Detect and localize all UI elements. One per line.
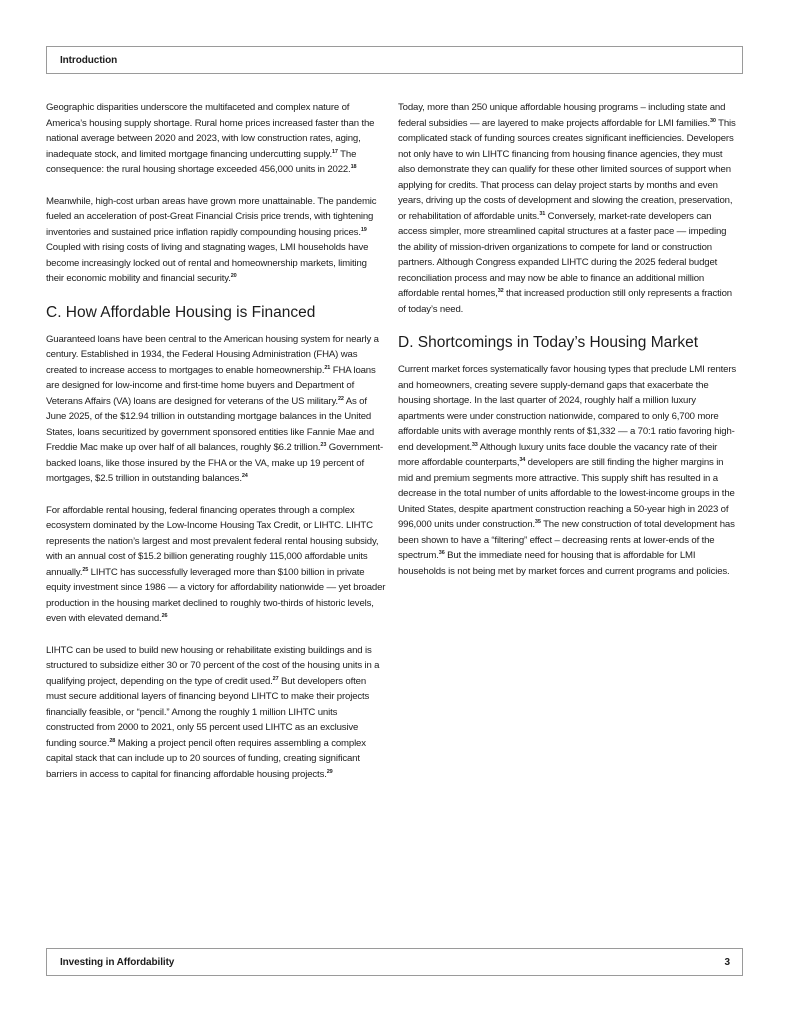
- text: As of June 2025, of the $12.94 trillion in outstanding mortgage balances in the United States, loans securitized by government sponsored entities like Fannie Mae and Freddie Mac make up over half of all balances, roughly $6.2 trillion.: [46, 395, 375, 453]
- paragraph-urban-areas: [46, 194, 386, 287]
- page-number: 3: [724, 957, 730, 968]
- footnote-ref[interactable]: 23: [320, 442, 327, 448]
- footnote-ref[interactable]: 34: [519, 457, 526, 463]
- text: FHA loans are designed for low-income and first-time home buyers and Department of Veterans Affairs (VA) loans are designed for veterans of the US military.: [46, 364, 376, 407]
- paragraph-lihtc-overview: [46, 503, 386, 627]
- text: Current market forces systematically favor housing types that preclude LMI renters and homeowners, creating severe supply-demand gaps that exacerbate the housing shortage. In the last quarter of 2024, roughly half a million luxury apartments were under construction nationwide, compared to only 6,700 more affordable units with average monthly rents of $1,332 — a 70:1 ratio favoring high-end development.: [398, 364, 737, 453]
- footnote-ref[interactable]: 36: [438, 550, 445, 556]
- footnote-ref[interactable]: 19: [360, 226, 367, 233]
- footnote-ref[interactable]: 30: [709, 117, 716, 124]
- paragraph-guaranteed-loans: [46, 332, 386, 487]
- text: But developers often must secure additional layers of financing beyond LIHTC to make their projects financially feasible, or “pencil.” Among the roughly 1 million LIHTC units constructed from 2000 to 2021, only 55 percent used LIHTC as an exclusive funding source.: [46, 675, 370, 749]
- footnote-ref[interactable]: 18: [350, 164, 357, 170]
- page-footer: [46, 948, 743, 976]
- footnote-ref[interactable]: 22: [337, 395, 344, 402]
- text: Conversely, market-rate developers can access simpler, more streamlined capital structures at a faster pace — impeding the ability of mission-driven organizations to compete for land or construction partners. Although Congress expanded LIHTC during the 2025 federal budget reconciliation process and may now be able to finance an additional million affordable rental homes,: [398, 210, 727, 299]
- footnote-ref[interactable]: 25: [82, 566, 89, 573]
- footnote-ref[interactable]: 28: [109, 737, 116, 744]
- footnote-ref[interactable]: 24: [241, 473, 248, 479]
- text: Making a project pencil often requires assembling a complex capital stack that can include up to 20 sources of funding, creating significant barriers in access to capital for financing affordable housing projects.: [46, 737, 366, 780]
- footnote-ref[interactable]: 32: [497, 288, 504, 294]
- paragraph-funding-stack: [398, 100, 738, 317]
- footnote-ref[interactable]: 21: [324, 364, 331, 371]
- text: This complicated stack of funding sources creates significant inefficiencies. Developers not only have to win LIHTC financing from housing finance agencies, they must also demonstrate they can qualify for these other limited sources of support when applying for credits. That process can delay project starts by months and even years, driving up the costs of development and slowing the creation, preservation, or rehabilitation of affordable units.: [398, 117, 736, 222]
- footnote-ref[interactable]: 31: [539, 210, 546, 217]
- footnote-ref[interactable]: 26: [161, 613, 168, 619]
- paragraph-lihtc-structure: [46, 643, 386, 783]
- footnote-ref[interactable]: 33: [471, 441, 478, 448]
- text: Coupled with rising costs of living and stagnating wages, LMI households have become increasingly locked out of rental and homeownership markets, limiting their economic mobility and financial security.: [46, 242, 369, 284]
- footnote-ref[interactable]: 29: [326, 768, 333, 775]
- left-column: [46, 100, 386, 798]
- text: Geographic disparities underscore the multifaceted and complex nature of America’s housing supply shortage. Rural home prices increased faster than the national average between 2020 and 2023, with low construction rates, aging, inadequate stock, and limited mortgage financing undercutting supply.: [46, 102, 375, 160]
- footnote-ref[interactable]: 27: [272, 675, 279, 682]
- text: The consequence: the rural housing shortage exceeded 456,000 units in 2022.: [46, 148, 357, 175]
- footnote-ref[interactable]: 17: [332, 148, 338, 155]
- paragraph-rural-shortage: [46, 100, 386, 178]
- text: Meanwhile, high-cost urban areas have grown more unattainable. The pandemic fueled an acceleration of post-Great Financial Crisis price trends, with tightening inventories and sustained price inflation rapidly compounding housing prices.: [46, 195, 377, 238]
- text: Although luxury units face double the vacancy rate of their more affordable counterparts,: [398, 441, 718, 468]
- text: For affordable rental housing, federal financing operates through a complex ecosystem dominated by the Low-Income Housing Tax Credit, or LIHTC. LIHTC represents the nation’s largest and most prevalent federal rental housing subsidy, with an annual cost of $15.2 billion generating roughly 115,000 affordable units annually.: [46, 504, 379, 578]
- text: that increased production still only represents a fraction of today’s need.: [398, 288, 732, 315]
- text: Guaranteed loans have been central to the American housing system for nearly a century. Established in 1934, the Federal Housing Administration (FHA) was created to increase access to mortgages to enable homeownership.: [46, 333, 379, 376]
- document-title: Investing in Affordability: [60, 957, 175, 968]
- text: Government-backed loans, like those insured by the FHA or the VA, make up 19 percent of mortgages, $2.5 trillion in outstanding balances.: [46, 442, 384, 484]
- section-title: Introduction: [60, 55, 118, 66]
- text: LIHTC can be used to build new housing or rehabilitate existing buildings and is structured to subsidize either 30 or 70 percent of the cost of the housing units in a qualifying project, depending on the type of credit used.: [46, 644, 380, 687]
- footnote-ref[interactable]: 35: [534, 519, 541, 525]
- section-heading-c: C. How Affordable Housing is Financed: [46, 303, 316, 321]
- right-column: [398, 100, 738, 595]
- text: The new construction of total development has been shown to have a “filtering” effect – decreasing rents at lower-ends of the spectrum.: [398, 519, 735, 561]
- text: LIHTC has successfully leveraged more than $100 billion in private equity investment since 1986 — a victory for affordability nationwide — yet broader production in the housing market declined to roughly two-thirds of historic levels, even with elevated demand.: [46, 566, 386, 624]
- text: Today, more than 250 unique affordable housing programs – including state and federal subsidies — are layered to make projects affordable for LMI families.: [398, 102, 726, 129]
- paragraph-market-forces: [398, 362, 738, 579]
- footnote-ref[interactable]: 20: [230, 273, 237, 279]
- section-heading-d: D. Shortcomings in Today’s Housing Market: [398, 334, 699, 351]
- page-header: [46, 46, 743, 74]
- text: developers are still finding the higher margins in mid and premium segments more attractive. This supply shift has resulted in a decrease in the total number of units affordable to the lowest-income groups in the United States, despite apartment construction reaching a 50-year high in 2023 of 996,000 units under construction.: [398, 457, 735, 530]
- text: But the immediate need for housing that is affordable for LMI households is not being met by market forces and current programs and policies.: [398, 550, 730, 577]
